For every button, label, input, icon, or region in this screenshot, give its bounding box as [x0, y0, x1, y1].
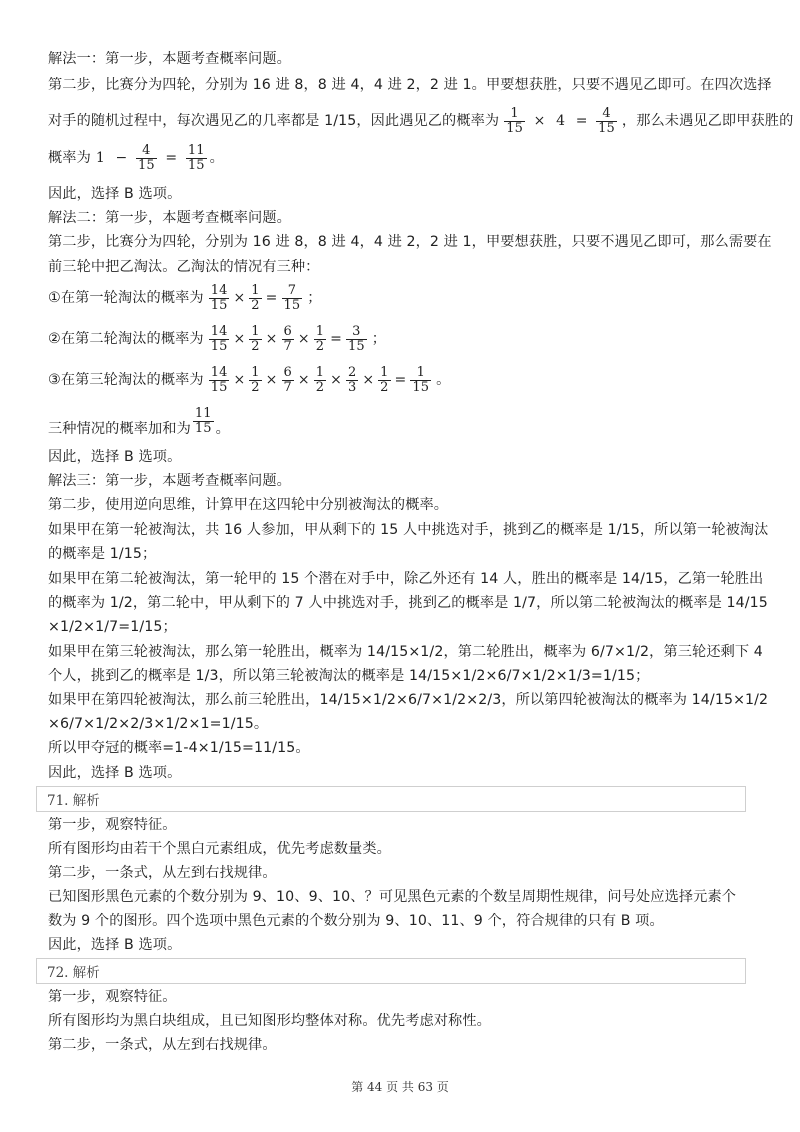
case-text: ； [371, 331, 386, 347]
formula-win-prob [93, 144, 208, 173]
times-sign: × [233, 372, 246, 388]
fraction: $\frac{1}{2}$ [251, 323, 260, 354]
times-sign: × [297, 372, 310, 388]
method3-step1: 解法三：第一步，本题考查概率问题。 [48, 473, 291, 489]
method2-conclusion: 因此，选择 B 选项。 [48, 449, 182, 465]
case-text: ； [307, 290, 322, 306]
q71-line1: 第一步，观察特征。 [48, 817, 177, 833]
times-sign: × [233, 290, 246, 306]
fraction-sum: $\frac{11}{15}$ [194, 406, 212, 436]
q72-line1: 第一步，观察特征。 [48, 989, 177, 1005]
equals-sign: = [330, 331, 342, 347]
times-sign: × [297, 331, 310, 347]
formula-case2 [208, 325, 368, 354]
case-text: 。 [436, 372, 451, 388]
equals-sign: = [165, 150, 178, 166]
method3-round2-a: 如果甲在第二轮被淘汰，第一轮甲的 15 个潜在对手中，除乙外还有 14 人，胜出的概率是 14/15，乙第一轮胜出 [48, 571, 764, 587]
method1-conclusion: 因此，选择 B 选项。 [48, 186, 182, 202]
fraction: $\frac{1}{2}$ [315, 364, 325, 395]
method3-round4-b: ×6/7×1/2×2/3×1/2×1=1/15。 [48, 716, 269, 732]
q71-line2: 所有图形均由若干个黑白元素组成，优先考虑数量类。 [48, 841, 391, 857]
section-header-72 [36, 958, 746, 984]
method3-conclusion: 因此，选择 B 选项。 [48, 765, 182, 781]
fraction: $\frac{6}{7}$ [283, 323, 292, 354]
method2-sum [48, 404, 230, 440]
minus-sign: − [115, 150, 128, 166]
times-sign: × [233, 331, 246, 347]
case-text: ①在第一轮淘汰的概率为 [48, 290, 204, 306]
method1-text: 对手的随机过程中，每次遇见乙的几率都是 1/15，因此遇见乙的概率为 [48, 113, 500, 129]
method3-final: 所以甲夺冠的概率=1-4×1/15=11/15。 [48, 740, 310, 756]
method1-text: 概率为 [48, 150, 91, 166]
method1-step2-line2 [48, 103, 793, 139]
section-header-71 [36, 786, 746, 812]
times-sign: × [362, 372, 375, 388]
method2-step2-line1: 第二步，比赛分为四轮，分别为 16 进 8，8 进 4，4 进 2，2 进 1，甲要想获胜，只要不遇见乙即可，那么需要在 [48, 234, 772, 250]
method2-step2-line2: 前三轮中把乙淘汰。乙淘汰的情况有三种： [48, 259, 320, 275]
times-sign: × [330, 372, 342, 388]
method3-step2: 第二步，使用逆向思维，计算甲在这四轮中分别被淘汰的概率。 [48, 497, 449, 513]
fraction: $\frac{14}{15}$ [210, 323, 228, 354]
fraction: $\frac{7}{15}$ [283, 282, 301, 313]
fraction: $\frac{11}{15}$ [187, 142, 205, 173]
equals-sign: = [575, 113, 588, 129]
fraction: $\frac{6}{7}$ [283, 364, 292, 395]
method3-round2-c: ×1/2×1/7=1/15； [48, 619, 177, 635]
q72-line3: 第二步，一条式，从左到右找规律。 [48, 1037, 277, 1053]
one: 1 [95, 150, 105, 166]
fraction: $\frac{1}{2}$ [315, 323, 325, 354]
method1-step1: 解法一：第一步，本题考查概率问题。 [48, 51, 291, 67]
method2-step1: 解法二：第一步，本题考查概率问题。 [48, 210, 291, 226]
q71-line5: 数为 9 个的图形。四个选项中黑色元素的个数分别为 9、10、11、9 个，符合规律的只有 B 项。 [48, 913, 664, 929]
method1-step2-line3 [48, 140, 224, 176]
sum-text: 三种情况的概率加和为 [48, 421, 191, 437]
fraction: $\frac{4}{15}$ [137, 142, 155, 173]
times-sign: × [533, 113, 546, 129]
fraction: $\frac{1}{2}$ [251, 364, 260, 395]
method3-round2-b: 的概率为 1/2，第二轮中，甲从剩下的 7 人中挑选对手，挑到乙的概率是 1/7，所以第二轮被淘汰的概率是 14/15 [48, 595, 768, 611]
equals-sign: = [394, 372, 407, 388]
fraction: $\frac{1}{2}$ [251, 282, 260, 313]
case-text: ③在第三轮淘汰的概率为 [48, 372, 204, 388]
fraction: $\frac{1}{2}$ [380, 364, 389, 395]
section-header-label: 72. 解析 [47, 965, 100, 981]
method1-step2-line1: 第二步，比赛分为四轮，分别为 16 进 8，8 进 4，4 进 2，2 进 1。甲要想获胜，只要不遇见乙即可。在四次选择 [48, 77, 772, 93]
section-header-label: 71. 解析 [47, 793, 100, 809]
multiplier: 4 [556, 113, 566, 129]
q72-line2: 所有图形均为黑白块组成，且已知图形均整体对称。优先考虑对称性。 [48, 1013, 491, 1029]
fraction: $\frac{3}{15}$ [347, 323, 365, 354]
page-footer: 第 44 页 共 63 页 [351, 1080, 449, 1094]
q71-line6: 因此，选择 B 选项。 [48, 937, 182, 953]
method1-text: 。 [209, 150, 224, 166]
q71-line3: 第二步，一条式，从左到右找规律。 [48, 865, 277, 881]
method3-round1-a: 如果甲在第一轮被淘汰，共 16 人参加，甲从剩下的 15 人中挑选对手，挑到乙的概率是 1/15，所以第一轮被淘汰 [48, 522, 769, 538]
fraction: $\frac{4}{15}$ [598, 105, 615, 136]
q71-line4: 已知图形黑色元素的个数分别为 9、10、9、10、？可见黑色元素的个数呈周期性规律，问号处应选择元素个 [48, 889, 737, 905]
method2-case2 [48, 321, 386, 357]
method3-round1-b: 的概率是 1/15； [48, 546, 157, 562]
formula-case1 [208, 284, 304, 313]
method3-round3-b: 个人，挑到乙的概率是 1/3，所以第三轮被淘汰的概率是 14/15×1/2×6/7×1/2×1/3=1/15； [48, 668, 650, 684]
formula-case3 [208, 366, 432, 395]
method3-round3-a: 如果甲在第三轮被淘汰，那么第一轮胜出，概率为 14/15×1/2，第二轮胜出，概率为 6/7×1/2，第三轮还剩下 4 [48, 644, 763, 660]
fraction: $\frac{14}{15}$ [210, 282, 228, 313]
method3-round4-a: 如果甲在第四轮被淘汰，那么前三轮胜出，14/15×1/2×6/7×1/2×2/3，所以第四轮被淘汰的概率为 14/15×1/2 [48, 692, 769, 708]
sum-text: 。 [215, 421, 230, 437]
case-text: ②在第二轮淘汰的概率为 [48, 331, 204, 347]
method2-case1 [48, 280, 322, 316]
fraction: $\frac{2}{3}$ [347, 364, 357, 395]
times-sign: × [265, 331, 278, 347]
times-sign: × [265, 372, 278, 388]
fraction: $\frac{1}{15}$ [506, 105, 523, 136]
equals-sign: = [265, 290, 278, 306]
fraction: $\frac{14}{15}$ [210, 364, 228, 395]
fraction: $\frac{1}{15}$ [412, 364, 430, 395]
method2-case3 [48, 362, 450, 398]
method1-text: ，那么未遇见乙即甲获胜的 [621, 113, 794, 129]
formula-prob-meet [503, 107, 618, 136]
